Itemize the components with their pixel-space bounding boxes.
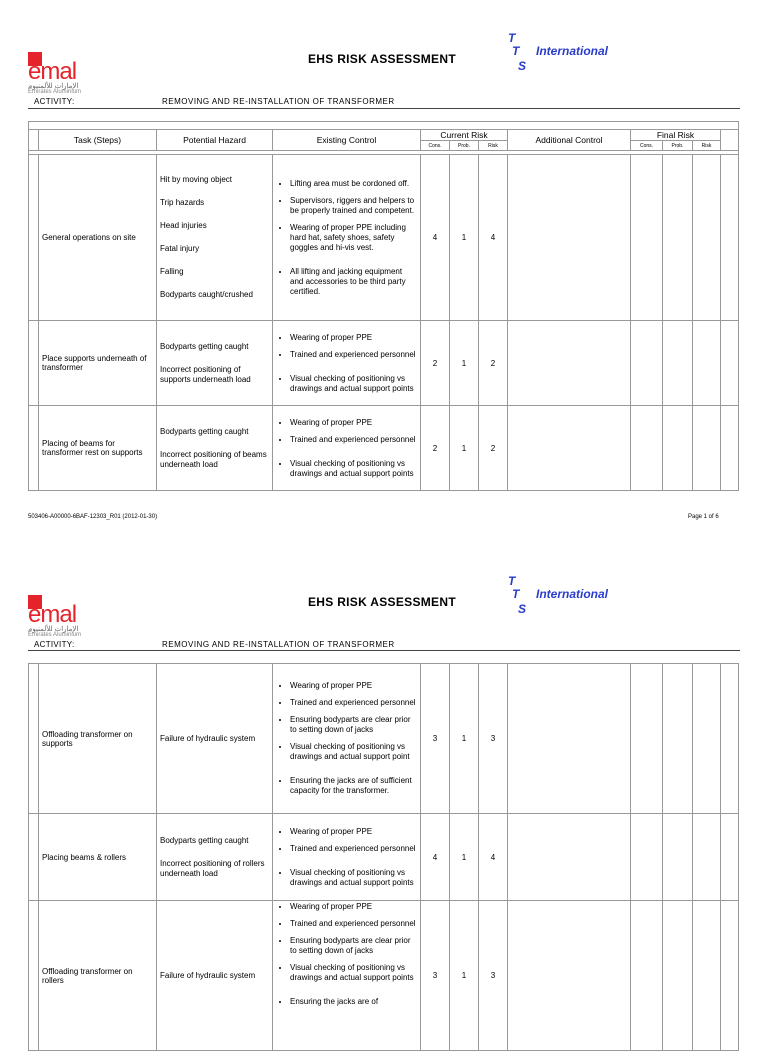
- current-prob-value: 1: [450, 664, 479, 814]
- risk-assessment-table: [28, 663, 739, 1051]
- current-cons-header: Cons.: [421, 141, 450, 151]
- activity-label: ACTIVITY:: [34, 640, 75, 649]
- hazard-cell: Bodyparts getting caught Incorrect positioning of supports underneath load: [157, 321, 273, 406]
- activity-value: REMOVING AND RE-INSTALLATION OF TRANSFORMER: [162, 640, 395, 649]
- table-row: [29, 901, 739, 1051]
- document-title: EHS RISK ASSESSMENT: [308, 52, 456, 66]
- current-prob-value: 1: [450, 901, 479, 1051]
- col-additional-control-header: Additional Control: [508, 130, 631, 151]
- current-prob-value: 1: [450, 814, 479, 901]
- col-current-risk-header: Current Risk: [421, 130, 508, 141]
- logo-arabic-text: الإمارات للألمنيوم: [28, 83, 79, 90]
- current-prob-value: 1: [450, 155, 479, 321]
- tts-international-logo: T T S International: [508, 574, 609, 616]
- table-row: [29, 321, 739, 406]
- control-cell: • Wearing of proper PPE • Trained and experienced personnel • Ensuring bodyparts are clear prior to setting down of jacks • Visual checking of positioning vs drawings and actual support points • Ensuring the jacks are of: [273, 901, 421, 1051]
- table-row: [29, 155, 739, 321]
- final-cons-header: Cons.: [631, 141, 663, 151]
- col-hazard-header: Potential Hazard: [157, 130, 273, 151]
- risk-assessment-table: [28, 121, 739, 491]
- table-row: [29, 664, 739, 814]
- hazard-cell: Bodyparts getting caught Incorrect positioning of rollers underneath load: [157, 814, 273, 901]
- document-page-2: [0, 543, 768, 1024]
- tts-international-logo: T T S International: [508, 31, 609, 73]
- emal-logo: [28, 595, 100, 639]
- current-cons-value: 3: [421, 664, 450, 814]
- task-cell: Placing of beams for transformer rest on supports: [39, 406, 157, 491]
- logo-arabic-text: الإمارات للألمنيوم: [28, 626, 79, 633]
- col-task-header: Task (Steps): [39, 130, 157, 151]
- current-cons-value: 4: [421, 814, 450, 901]
- emal-logo: [28, 52, 100, 96]
- table-row: [29, 406, 739, 491]
- task-cell: Place supports underneath of transformer: [39, 321, 157, 406]
- task-cell: Offloading transformer on rollers: [39, 901, 157, 1051]
- hazard-cell: Failure of hydraulic system: [157, 664, 273, 814]
- document-title: EHS RISK ASSESSMENT: [308, 595, 456, 609]
- task-cell: Offloading transformer on supports: [39, 664, 157, 814]
- control-cell: • Wearing of proper PPE • Trained and experienced personnel • Visual checking of positioning vs drawings and actual support points: [273, 406, 421, 491]
- current-cons-value: 2: [421, 321, 450, 406]
- col-control-header: Existing Control: [273, 130, 421, 151]
- current-risk-value: 3: [479, 901, 508, 1051]
- document-reference: 503406-A00000-6BAF-12303_R01 (2012-01-30): [28, 514, 158, 520]
- table-header-row: [29, 130, 739, 141]
- col-final-risk-header: Final Risk: [631, 130, 721, 141]
- current-cons-value: 4: [421, 155, 450, 321]
- current-risk-value: 4: [479, 814, 508, 901]
- activity-label: ACTIVITY:: [34, 97, 75, 106]
- logo-english-text: Emirates Aluminium: [28, 89, 82, 95]
- table-top-strip: [29, 122, 739, 130]
- logo-english-text: Emirates Aluminium: [28, 632, 82, 638]
- final-prob-header: Prob.: [663, 141, 693, 151]
- header-rule: [28, 108, 740, 109]
- logo-wordmark: emal: [28, 601, 77, 628]
- current-risk-value: 2: [479, 321, 508, 406]
- header-rule: [28, 650, 740, 651]
- control-cell: • Wearing of proper PPE • Trained and experienced personnel • Visual checking of positioning vs drawings and actual support points: [273, 814, 421, 901]
- current-risk-value: 2: [479, 406, 508, 491]
- hazard-cell: Failure of hydraulic system: [157, 901, 273, 1051]
- page-number: Page 1 of 6: [688, 514, 719, 520]
- current-risk-header: Risk: [479, 141, 508, 151]
- hazard-cell: Hit by moving object Trip hazards Head injuries Fatal injury Falling Bodyparts caught/crushed: [157, 155, 273, 321]
- task-cell: Placing beams & rollers: [39, 814, 157, 901]
- current-prob-value: 1: [450, 321, 479, 406]
- logo-wordmark: emal: [28, 58, 77, 85]
- activity-value: REMOVING AND RE-INSTALLATION OF TRANSFORMER: [162, 97, 395, 106]
- current-cons-value: 2: [421, 406, 450, 491]
- current-risk-value: 4: [479, 155, 508, 321]
- hazard-cell: Bodyparts getting caught Incorrect positioning of beams underneath load: [157, 406, 273, 491]
- final-risk-header: Risk: [693, 141, 721, 151]
- current-cons-value: 3: [421, 901, 450, 1051]
- control-cell: • Wearing of proper PPE • Trained and experienced personnel • Visual checking of positioning vs drawings and actual support points: [273, 321, 421, 406]
- current-prob-header: Prob.: [450, 141, 479, 151]
- current-risk-value: 3: [479, 664, 508, 814]
- table-row: [29, 814, 739, 901]
- task-cell: General operations on site: [39, 155, 157, 321]
- control-cell: • Wearing of proper PPE • Trained and experienced personnel • Ensuring bodyparts are clear prior to setting down of jacks • Visual checking of positioning vs drawings and actual support point • Ensuring the jacks are of sufficient capacity for the transformer.: [273, 664, 421, 814]
- control-cell: • Lifting area must be cordoned off. • Supervisors, riggers and helpers to be properly trained and competent. • Wearing of proper PPE including hard hat, safety shoes, safety goggles and hi-vis vest. • All lifting and jacking equipment and accessories to be third party certified.: [273, 155, 421, 321]
- current-prob-value: 1: [450, 406, 479, 491]
